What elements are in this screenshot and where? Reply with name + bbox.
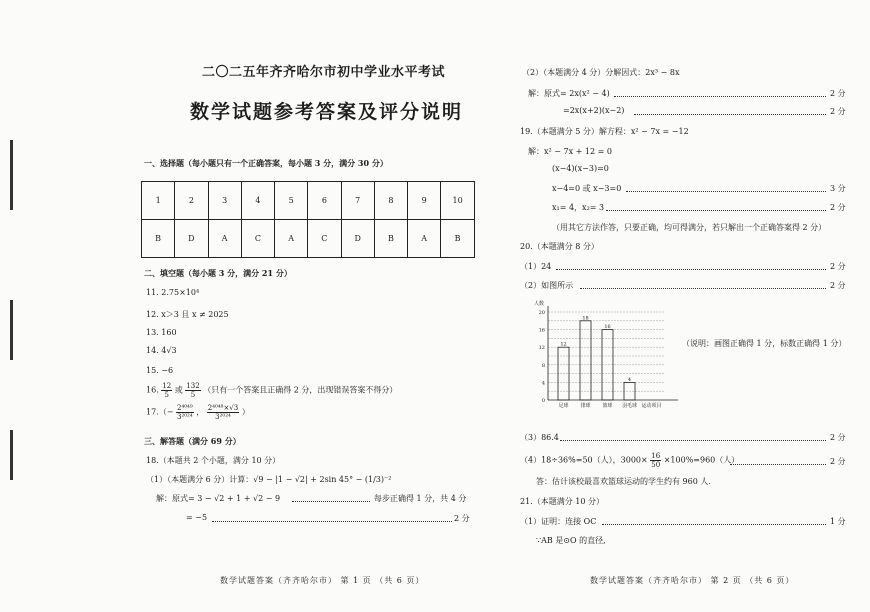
answer-q15: 15. −6 [146,366,174,375]
bar-chart [528,296,688,416]
q20-1-score: 2 分 [830,262,846,271]
dot-leader [292,495,370,502]
q19-step1: 解：x² − 7x + 12 = 0 [528,147,612,156]
x-tick-label: 足球 [558,403,569,409]
question-number-cell: 2 [175,182,208,220]
dot-leader [730,458,826,465]
section-multiple-choice: 一、选择题（每小题只有一个正确答案，每小题 3 分，满分 30 分） [144,158,388,168]
q19-note: （用其它方法作答，只要正确，均可得满分，若只解出一个正确答案得 2 分） [552,223,827,232]
q18-1-question: （1）（本题满分 6 分）计算：√9 − |1 − √2| + 2sin 45° − (1/3)⁻² [146,475,392,484]
dot-leader [580,282,826,289]
answer-cell: C [241,220,274,258]
q20-3-answer: （3）86.4 [520,433,559,442]
q20-2-answer: （2）如图所示 [520,281,574,290]
binding-mark [10,300,13,360]
question-number-cell: 4 [241,182,274,220]
bar [580,321,591,400]
answer-cell: A [208,220,241,258]
y-tick-label: 8 [541,362,545,369]
x-tick-label: 排球 [580,403,591,409]
question-number-cell: 6 [308,182,341,220]
q20-1-answer: （1）24 [520,262,552,271]
dot-leader [556,263,826,270]
q19-step2: (x−4)(x−3)=0 [552,164,609,173]
q18-1-result: = −5 [186,513,208,522]
question-number-cell: 3 [208,182,241,220]
page-footer-right: 数学试题答案（齐齐哈尔市） 第 2 页 （共 6 页） [590,576,795,585]
answer-q13: 13. 160 [146,328,177,337]
y-axis-label: 人数 [534,301,545,307]
answer-q17: 17.（− $\frac{\text{2⁴⁰⁴⁹}}{\text{3²⁰²⁴}}$ ， $\frac{\text{2⁴⁰⁴⁸×√3}}{\text{3²⁰²⁴}}$ ） [146,404,250,421]
answer-cell: D [341,220,374,258]
dot-leader [602,518,826,525]
q21-header: 21.（本题满分 10 分） [520,497,604,506]
question-number-cell: 1 [142,182,175,220]
dot-leader [560,434,826,441]
page-footer-left: 数学试题答案（齐齐哈尔市） 第 1 页 （共 6 页） [220,576,425,585]
q18-header: 18.（本题共 2 个小题，满分 10 分） [146,456,281,465]
dot-leader [606,204,826,211]
q16-note: （只有一个答案且正确得 2 分，出现错误答案不得分） [203,385,398,395]
y-tick-label: 16 [538,327,545,334]
q21-1-score: 1 分 [830,517,846,526]
question-number-cell: 9 [408,182,441,220]
answer-q12: 12. x＞3 且 x ≠ 2025 [146,310,229,319]
q20-4-answer: （4）18÷36%=50（人），3000× $\frac{16}{50}$ ×100%=960（人） [520,452,740,469]
q19-step4: x₁= 4，x₂= 3 [552,203,605,212]
question-number-cell: 7 [341,182,374,220]
q18-2-step2: =2x(x+2)(x−2) [563,106,625,115]
data-label: 12 [560,341,567,348]
y-tick-label: 4 [541,380,545,387]
q20-2-note: （说明：画图正确得 1 分，标数正确得 1 分） [682,339,847,348]
question-number-cell: 10 [441,182,475,220]
question-number-cell: 5 [275,182,308,220]
y-tick-label: 20 [538,310,545,316]
q20-2-score: 2 分 [830,281,846,290]
q18-2-question: （2）（本题满分 4 分）分解因式：2x³ − 8x [522,68,680,77]
data-label: 4 [627,376,632,383]
x-tick-label: 羽毛球 [621,403,638,409]
q18-2-step2-score: 2 分 [830,107,846,116]
answer-table [141,181,475,258]
answer-cell: A [275,220,308,258]
answer-q11: 11. 2.75×10⁴ [146,288,200,297]
q19-step3-score: 3 分 [830,184,846,193]
x-tick-label: 篮球 [602,403,613,409]
q21-1-answer: （1）证明：连接 OC [520,517,597,526]
q21-2-line: ∵AB 是⊙O 的直径, [536,536,606,545]
answer-cell: B [441,220,475,258]
q20-3-score: 2 分 [830,433,846,442]
q20-header: 20.（本题满分 8 分） [520,242,599,251]
q18-1-result-score: 2 分 [454,514,470,523]
data-label: 16 [604,324,611,331]
answer-q16: 16. $\frac{12}{5}$ 或 $\frac{132}{5}$ （只有一个答案且正确得 2 分，出现错误答案不得分） [146,382,398,399]
y-tick-label: 0 [541,398,545,404]
exam-title: 二〇二五年齐齐哈尔市初中学业水平考试 [202,65,446,80]
q19-step4-score: 2 分 [830,203,846,212]
answer-key-title: 数学试题参考答案及评分说明 [190,101,464,123]
q20-conclusion: 答：估计该校最喜欢篮球运动的学生约有 960 人. [536,477,711,486]
dot-leader [212,515,452,522]
q19-question: 19.（本题满分 5 分）解方程：x² − 7x = −12 [520,127,689,136]
question-number-cell: 8 [374,182,407,220]
dot-leader [614,90,826,97]
answer-cell: D [175,220,208,258]
data-label: 18 [582,315,589,322]
dot-leader [634,108,826,115]
answer-row [142,220,475,258]
q19-step3: x−4=0 或 x−3=0 [552,184,622,193]
answer-cell: B [374,220,407,258]
answer-cell: C [308,220,341,258]
answer-cell: A [408,220,441,258]
binding-mark [10,140,13,210]
section-fill-blank: 二、填空题（每小题 3 分，满分 21 分） [144,268,292,278]
q20-4-score: 2 分 [830,457,846,466]
dot-leader [626,185,826,192]
section-solutions: 三、解答题（满分 69 分） [144,436,241,446]
q18-2-step1-score: 2 分 [830,89,846,98]
x-tick-label: 运动项目 [641,403,662,409]
binding-mark [10,430,13,480]
question-number-row [142,182,475,220]
y-tick-label: 12 [538,345,545,352]
q18-1-score: 每步正确得 1 分，共 4 分 [374,494,467,503]
answer-q14: 14. 4√3 [146,346,177,355]
q18-2-step1: 解：原式= 2x(x² − 4) [528,89,610,98]
q18-1-solution: 解：原式= 3 − √2 + 1 + √2 − 9 [156,494,281,503]
answer-cell: B [142,220,175,258]
